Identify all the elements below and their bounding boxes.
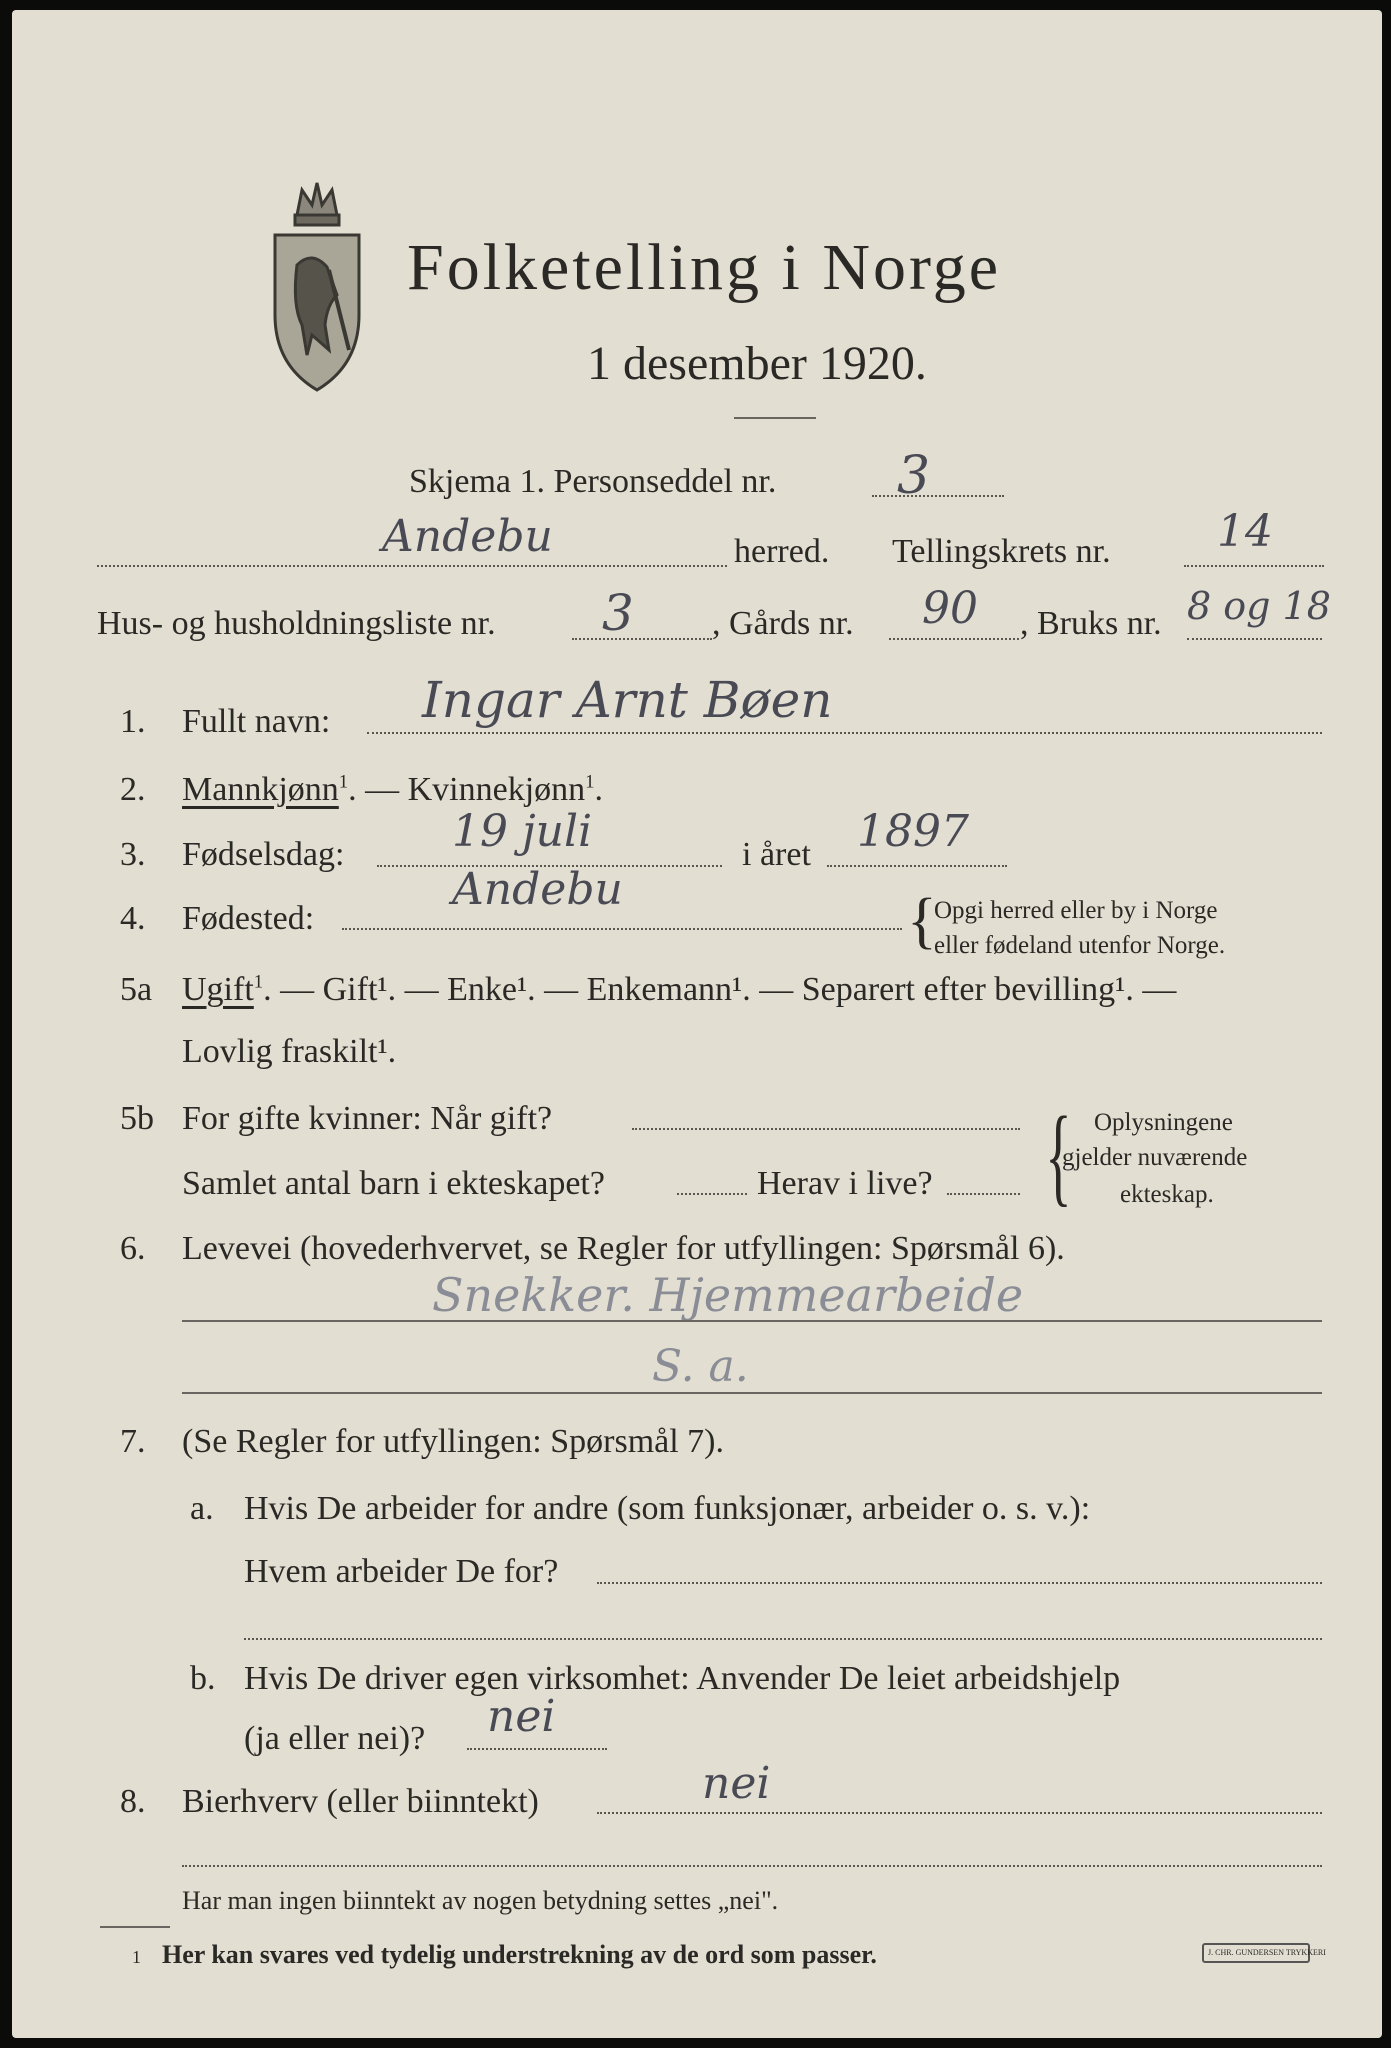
q8-dotline (597, 1812, 1322, 1814)
q5a-number: 5a (120, 971, 153, 1008)
q5b-note-line2: gjelder nuværende (1062, 1144, 1248, 1171)
footnote-text: Her kan svares ved tydelig understrekning av de ord som passer. (162, 1940, 877, 1969)
q5b-line2a: Samlet antal barn i ekteskapet? (182, 1165, 605, 1202)
household-label: Hus- og husholdningsliste nr. (97, 605, 496, 642)
gards-label: , Gårds nr. (712, 605, 854, 642)
tellingskrets-value: 14 (1217, 506, 1273, 557)
q5b-note-line1: Oplysningene (1094, 1109, 1233, 1136)
personseddel-dotline (872, 495, 1004, 497)
q3-birth-year-value: 1897 (857, 806, 969, 857)
q7b-value: nei (487, 1691, 556, 1742)
form-title: Folketelling i Norge (407, 231, 1002, 304)
q1-full-name-value: Ingar Arnt Bøen (422, 671, 833, 729)
q4-label: Fødested: (182, 900, 315, 937)
q4-note-line2: eller fødeland utenfor Norge. (934, 932, 1226, 959)
q3-birth-day-value: 19 juli (452, 806, 593, 857)
q4-note-brace: { (907, 887, 937, 955)
q7a-extra-dotline (244, 1638, 1322, 1640)
printer-stamp-text: J. CHR. GUNDERSEN TRYKKERI (1208, 1948, 1326, 1957)
footer-divider (100, 1926, 170, 1928)
q4-dotline (342, 928, 902, 930)
herred-value: Andebu (382, 511, 553, 562)
q5a-line2: Lovlig fraskilt¹. (182, 1033, 397, 1070)
q5b-line1: For gifte kvinner: Når gift? (182, 1100, 553, 1137)
norwegian-coat-of-arms-icon (267, 175, 367, 395)
q3-year-dotline (827, 865, 1007, 867)
q7-label: (Se Regler for utfyllingen: Spørsmål 7). (182, 1423, 725, 1460)
q7b-line2: (ja eller nei)? (244, 1720, 426, 1757)
q1-label: Fullt navn: (182, 703, 331, 740)
bruks-dotline (1187, 638, 1322, 640)
q5b-alive-dotline (947, 1193, 1020, 1195)
q2-number: 2. (120, 771, 146, 808)
q4-note-line1: Opgi herred eller by i Norge (934, 897, 1218, 924)
title-divider (734, 417, 816, 419)
tellingskrets-dotline (1184, 565, 1324, 567)
q7-number: 7. (120, 1423, 146, 1460)
q5b-note-line3: ekteskap. (1120, 1181, 1214, 1208)
q7a-letter: a. (190, 1490, 214, 1527)
q3-number: 3. (120, 836, 146, 873)
q6-occupation-value2: S. a. (652, 1341, 749, 1392)
q3-year-label: i året (742, 836, 811, 873)
tellingskrets-label: Tellingskrets nr. (892, 533, 1111, 570)
q7b-line1: Hvis De driver egen virksomhet: Anvender De leiet arbeidshjelp (244, 1660, 1121, 1697)
q2-kvinnekjonn: Kvinnekjønn (407, 771, 586, 808)
q2-options: Mannkjønn$^1$. — Kvinnekjønn$^1$. (182, 771, 604, 808)
q7a-employer-dotline (597, 1582, 1322, 1584)
household-value: 3 (602, 584, 634, 642)
q5a-options: Ugift$^1$. — Gift¹. — Enke¹. — Enkemann¹. — Separert efter bevilling¹. — (182, 971, 1177, 1008)
q5a-ugift: Ugift (182, 971, 254, 1008)
q8-extra-dotline (182, 1865, 1322, 1867)
q5b-line2b: Herav i live? (757, 1165, 933, 1202)
footnote-mark: 1 (132, 1947, 141, 1967)
q4-number: 4. (120, 900, 146, 937)
q5b-number: 5b (120, 1100, 154, 1137)
bruks-value: 8 og 18 (1187, 584, 1331, 628)
herred-label: herred. (734, 533, 830, 570)
q6-line1 (182, 1320, 1322, 1322)
q8-value: nei (702, 1758, 771, 1809)
gards-value: 90 (922, 583, 978, 634)
q7b-letter: b. (190, 1660, 216, 1697)
q7b-dotline (467, 1748, 607, 1750)
gards-dotline (889, 638, 1019, 640)
q6-occupation-value1: Snekker. Hjemmearbeide (432, 1268, 1024, 1322)
household-dotline (572, 638, 712, 640)
census-form-sheet (12, 10, 1382, 2038)
q7a-line2: Hvem arbeider De for? (244, 1553, 559, 1590)
q6-number: 6. (120, 1230, 146, 1267)
q3-label: Fødselsdag: (182, 836, 345, 873)
personseddel-nr-value: 3 (897, 446, 931, 506)
q1-dotline (367, 732, 1322, 734)
q1-number: 1. (120, 703, 146, 740)
q5b-children-dotline (677, 1193, 747, 1195)
q4-birthplace-value: Andebu (452, 864, 623, 915)
form-date: 1 desember 1920. (587, 337, 927, 390)
schema-label: Skjema 1. Personseddel nr. (409, 463, 777, 500)
q5b-married-dotline (632, 1128, 1020, 1130)
q5b-note-brace: { (1045, 1094, 1072, 1216)
q7a-line1: Hvis De arbeider for andre (som funksjonær, arbeider o. s. v.): (244, 1490, 1091, 1527)
bruks-label: , Bruks nr. (1020, 605, 1162, 642)
herred-dotline (97, 565, 727, 567)
printer-stamp (1202, 1943, 1326, 1963)
q2-mannkjonn: Mannkjønn (182, 771, 339, 808)
q8-label: Bierhverv (eller biinntekt) (182, 1783, 539, 1820)
q6-label: Levevei (hovederhvervet, se Regler for utfyllingen: Spørsmål 6). (182, 1230, 1065, 1267)
q8-number: 8. (120, 1783, 146, 1820)
q6-line2 (182, 1392, 1322, 1394)
footer-note: Har man ingen biinntekt av nogen betydning settes „nei". (182, 1886, 779, 1915)
